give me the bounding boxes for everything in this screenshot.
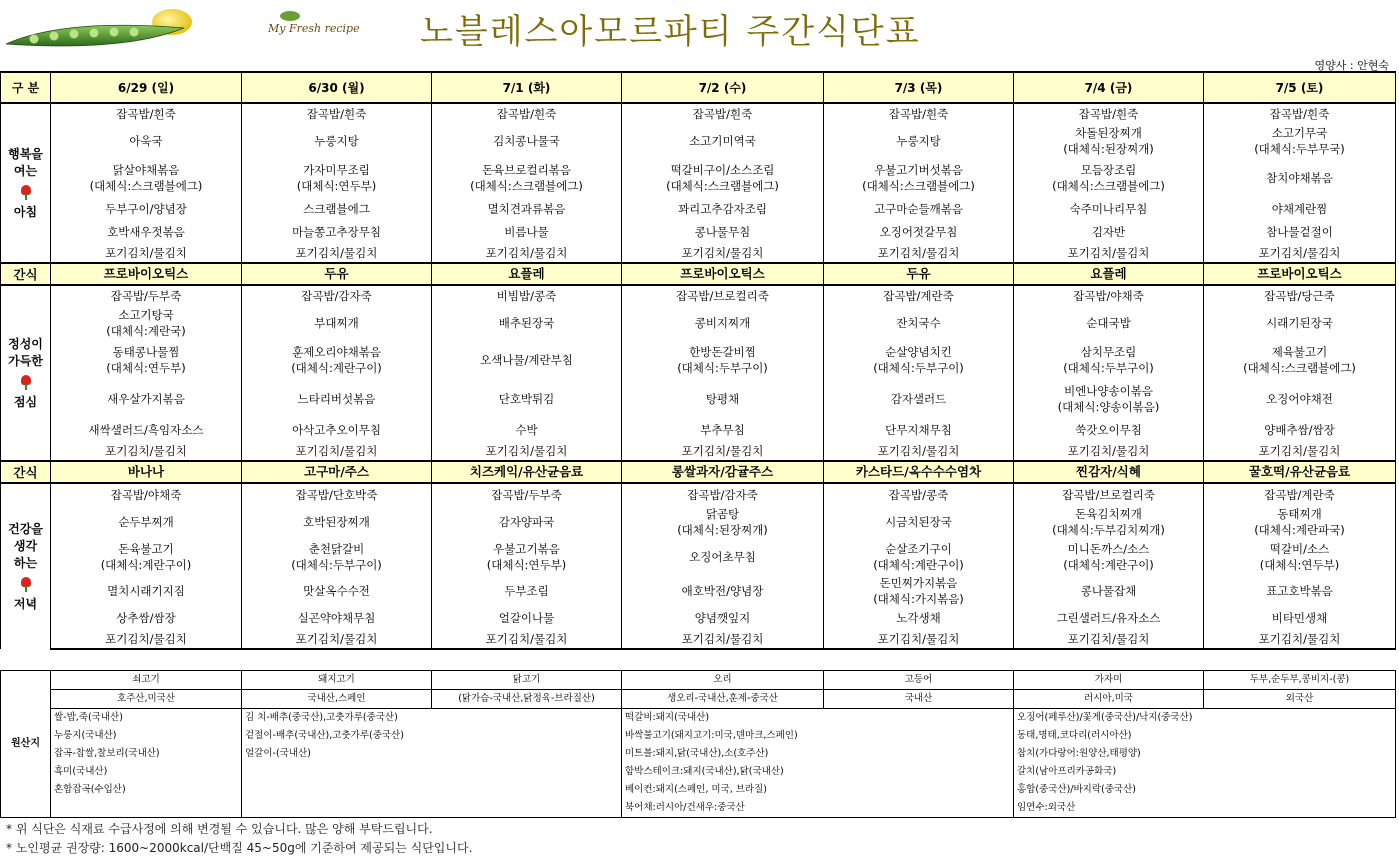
menu-item: 포기김치/물김치 — [1014, 441, 1204, 461]
menu-item: 잡곡밥/계란죽 — [824, 285, 1014, 305]
menu-item: 순살양념치킨 (대체식:두부구이) — [824, 341, 1014, 379]
snack-item: 꿀호떡/유산균음료 — [1204, 461, 1396, 483]
menu-item: 아욱국 — [51, 123, 242, 159]
snack-item: 치즈케익/유산균음료 — [432, 461, 622, 483]
dinner-row — [1, 629, 1396, 649]
day-header: 7/1 (화) — [432, 72, 622, 103]
menu-item: 시금치된장국 — [824, 505, 1014, 539]
weekly-menu-table — [0, 71, 1396, 650]
menu-item: 그린샐러드/유자소스 — [1014, 607, 1204, 629]
lunch-label-line: 정성이 — [8, 336, 43, 351]
menu-item: 시래기된장국 — [1204, 305, 1396, 341]
menu-item: 스크램블에그 — [242, 197, 432, 221]
origin-country: 국내산 — [824, 690, 1014, 709]
tulip-icon — [21, 577, 31, 587]
menu-item: 탕평채 — [622, 379, 824, 419]
menu-item: 순살조기구이 (대체식:계란구이) — [824, 539, 1014, 575]
menu-item: 얼갈이나물 — [432, 607, 622, 629]
menu-item: 가자미무조림 (대체식:연두부) — [242, 159, 432, 197]
snack-item: 요플레 — [1014, 263, 1204, 285]
menu-item: 오징어젓갈무침 — [824, 221, 1014, 243]
menu-item: 새싹샐러드/흑임자소스 — [51, 419, 242, 441]
page-header — [0, 0, 1399, 72]
menu-item: 잡곡밥/흰죽 — [622, 103, 824, 123]
menu-item: 부추무침 — [622, 419, 824, 441]
menu-item: 포기김치/물김치 — [824, 243, 1014, 263]
menu-item: 모듬장조림 (대체식:스크램블에그) — [1014, 159, 1204, 197]
menu-item: 미니돈까스/소스 (대체식:계란구이) — [1014, 539, 1204, 575]
menu-item: 마늘쫑고추장무침 — [242, 221, 432, 243]
brand-name: My Fresh recipe — [268, 22, 360, 35]
menu-item: 상추쌈/쌈장 — [51, 607, 242, 629]
menu-item: 포기김치/물김치 — [622, 441, 824, 461]
origin-category: 돼지고기 — [242, 671, 432, 690]
menu-item: 잡곡밥/흰죽 — [51, 103, 242, 123]
menu-item: 잔치국수 — [824, 305, 1014, 341]
menu-item: 숙주미나리무침 — [1014, 197, 1204, 221]
menu-item: 잡곡밥/단호박죽 — [242, 483, 432, 505]
lunch-label — [1, 285, 51, 461]
origin-category: 오리 — [622, 671, 824, 690]
snack-item: 프로바이오틱스 — [51, 263, 242, 285]
origin-detail-line: 흑미(국내산) — [54, 766, 108, 777]
menu-item: 잡곡밥/흰죽 — [1204, 103, 1396, 123]
origin-detail-row — [1, 709, 1396, 818]
menu-item: 멸치견과류볶음 — [432, 197, 622, 221]
tulip-icon — [21, 185, 31, 195]
menu-item: 포기김치/물김치 — [432, 243, 622, 263]
menu-item: 양념깻잎지 — [622, 607, 824, 629]
menu-item: 잡곡밥/흰죽 — [242, 103, 432, 123]
menu-item: 노각생채 — [824, 607, 1014, 629]
menu-item: 돈육김치찌개 (대체식:두부김치찌개) — [1014, 505, 1204, 539]
menu-item: 표고호박볶음 — [1204, 575, 1396, 607]
menu-item: 콩비지찌개 — [622, 305, 824, 341]
breakfast-label-line: 행복을 — [8, 146, 43, 161]
menu-item: 돈육브로컬리볶음 (대체식:스크램블에그) — [432, 159, 622, 197]
snack-row — [1, 461, 1396, 483]
dinner-row — [1, 539, 1396, 575]
origin-detail-line: 김 치-배추(중국산),고춧가루(중국산) — [245, 712, 398, 723]
origin-detail-line: 미트볼:돼지,닭(국내산),소(호주산) — [625, 748, 769, 759]
dinner-label-line: 생각 — [13, 538, 38, 553]
menu-item: 쑥갓오이무침 — [1014, 419, 1204, 441]
menu-item: 우불고기버섯볶음 (대체식:스크램블에그) — [824, 159, 1014, 197]
origin-country: (닭가슴-국내산,닭정육-브라질산) — [432, 690, 622, 709]
origin-label: 원산지 — [1, 671, 51, 818]
lunch-row — [1, 305, 1396, 341]
menu-item: 포기김치/물김치 — [1014, 243, 1204, 263]
menu-item: 비엔나양송이볶음 (대체식:양송이볶음) — [1014, 379, 1204, 419]
menu-item: 포기김치/물김치 — [1014, 629, 1204, 649]
menu-item: 포기김치/물김치 — [242, 243, 432, 263]
origin-detail-line: 갈치(남아프리카공화국) — [1017, 766, 1117, 777]
footnote: * 노인평균 권장량: 1600~2000kcal/단백질 45~50g에 기준하여 제공되는 식단입니다. — [6, 841, 473, 855]
snack-label: 간식 — [1, 461, 51, 483]
menu-item: 야채계란찜 — [1204, 197, 1396, 221]
origin-country-row — [1, 690, 1396, 709]
menu-item: 배추된장국 — [432, 305, 622, 341]
snack-item: 고구마/주스 — [242, 461, 432, 483]
menu-item: 비타민생채 — [1204, 607, 1396, 629]
menu-item: 잡곡밥/브로컬리죽 — [622, 285, 824, 305]
footnote: * 위 식단은 식재료 수급사정에 의해 변경될 수 있습니다. 많은 양해 부탁드립니다. — [6, 822, 433, 836]
menu-item: 포기김치/물김치 — [51, 629, 242, 649]
menu-item: 차돌된장찌개 (대체식:된장찌개) — [1014, 123, 1204, 159]
origin-table — [0, 670, 1396, 818]
menu-item: 부대찌개 — [242, 305, 432, 341]
breakfast-label-line: 여는 — [13, 163, 38, 178]
lunch-row — [1, 441, 1396, 461]
origin-detail-line: 함박스테이크:돼지(국내산),닭(국내산) — [625, 766, 784, 777]
menu-item: 포기김치/물김치 — [1204, 629, 1396, 649]
dinner-row — [1, 505, 1396, 539]
dinner-row — [1, 607, 1396, 629]
menu-item: 콩나물무침 — [622, 221, 824, 243]
menu-item: 순대국밥 — [1014, 305, 1204, 341]
menu-item: 포기김치/물김치 — [51, 441, 242, 461]
menu-item: 잡곡밥/두부죽 — [51, 285, 242, 305]
menu-item: 참나물겉절이 — [1204, 221, 1396, 243]
menu-item: 한방돈갈비찜 (대체식:두부구이) — [622, 341, 824, 379]
origin-category: 고등어 — [824, 671, 1014, 690]
menu-item: 돈육불고기 (대체식:계란구이) — [51, 539, 242, 575]
origin-detail-line: 북어채:러시아/건새우:중국산 — [625, 802, 745, 813]
day-header: 6/29 (일) — [51, 72, 242, 103]
menu-item: 고구마순들깨볶음 — [824, 197, 1014, 221]
menu-item: 잡곡밥/계란죽 — [1204, 483, 1396, 505]
menu-item: 소고기무국 (대체식:두부무국) — [1204, 123, 1396, 159]
lunch-row — [1, 341, 1396, 379]
menu-item: 김치콩나물국 — [432, 123, 622, 159]
menu-item: 감자샐러드 — [824, 379, 1014, 419]
breakfast-label — [1, 103, 51, 263]
menu-item: 느타리버섯볶음 — [242, 379, 432, 419]
breakfast-row — [1, 221, 1396, 243]
menu-item: 호박된장찌개 — [242, 505, 432, 539]
pea-pod-icon — [4, 8, 194, 52]
menu-item: 삼치무조림 (대체식:두부구이) — [1014, 341, 1204, 379]
origin-country: 러시아,미국 — [1014, 690, 1204, 709]
menu-item: 닭곰탕 (대체식:된장찌개) — [622, 505, 824, 539]
menu-item: 잡곡밥/흰죽 — [824, 103, 1014, 123]
origin-detail-line: 떡갈비:돼지(국내산) — [625, 712, 710, 723]
menu-item: 오징어초무침 — [622, 539, 824, 575]
menu-item: 감자양파국 — [432, 505, 622, 539]
nutritionist: 영양사 : 안현숙 — [1314, 59, 1389, 72]
lunch-label-line: 가득한 — [8, 353, 43, 368]
origin-detail-line: 누룽지(국내산) — [54, 730, 117, 741]
menu-item: 포기김치/물김치 — [824, 629, 1014, 649]
brand-logo — [268, 8, 378, 48]
menu-item: 양배추쌈/쌈장 — [1204, 419, 1396, 441]
menu-item: 단무지채무침 — [824, 419, 1014, 441]
menu-item: 훈제오리야채볶음 (대체식:계란구이) — [242, 341, 432, 379]
menu-item: 포기김치/물김치 — [51, 243, 242, 263]
menu-item: 콩나물잡채 — [1014, 575, 1204, 607]
day-header: 6/30 (월) — [242, 72, 432, 103]
menu-item: 잡곡밥/야채죽 — [1014, 285, 1204, 305]
menu-item: 동태찌개 (대체식:계란파국) — [1204, 505, 1396, 539]
menu-item: 떡갈비/소스 (대체식:연두부) — [1204, 539, 1396, 575]
menu-item: 두부구이/양념장 — [51, 197, 242, 221]
menu-item: 맛살옥수수전 — [242, 575, 432, 607]
origin-detail-line: 바싹불고기(돼지고기:미국,덴마크,스페인) — [625, 730, 798, 741]
snack-item: 두유 — [242, 263, 432, 285]
origin-detail-line: 얼갈이-(국내산) — [245, 748, 311, 759]
menu-item: 포기김치/물김치 — [242, 441, 432, 461]
snack-item: 프로바이오틱스 — [622, 263, 824, 285]
snack-item: 카스타드/옥수수수염차 — [824, 461, 1014, 483]
menu-item: 잡곡밥/당근죽 — [1204, 285, 1396, 305]
corner-label: 구 분 — [1, 72, 51, 103]
leaf-icon — [280, 11, 300, 21]
menu-item: 포기김치/물김치 — [432, 629, 622, 649]
breakfast-row — [1, 243, 1396, 263]
menu-item: 비빔밥/콩죽 — [432, 285, 622, 305]
menu-item: 잡곡밥/감자죽 — [242, 285, 432, 305]
dinner-label-line: 저녁 — [13, 596, 38, 611]
menu-item: 포기김치/물김치 — [622, 243, 824, 263]
menu-item: 잡곡밥/흰죽 — [432, 103, 622, 123]
menu-item: 아삭고추오이무침 — [242, 419, 432, 441]
origin-category-row — [1, 671, 1396, 690]
footnotes — [6, 820, 472, 858]
menu-item: 동태콩나물찜 (대체식:연두부) — [51, 341, 242, 379]
snack-item: 프로바이오틱스 — [1204, 263, 1396, 285]
day-header: 7/4 (금) — [1014, 72, 1204, 103]
day-header: 7/2 (수) — [622, 72, 824, 103]
origin-category: 쇠고기 — [51, 671, 242, 690]
menu-item: 제육불고기 (대체식:스크램블에그) — [1204, 341, 1396, 379]
origin-detail-line: 쌀-밥,죽(국내산) — [54, 712, 123, 723]
snack-item: 두유 — [824, 263, 1014, 285]
breakfast-row — [1, 197, 1396, 221]
dinner-label — [1, 483, 51, 649]
origin-detail-line: 동태,명태,코다리(러시아산) — [1017, 730, 1132, 741]
snack-item: 찐감자/식혜 — [1014, 461, 1204, 483]
lunch-label-line: 점심 — [13, 394, 38, 409]
dinner-row — [1, 575, 1396, 607]
day-header: 7/5 (토) — [1204, 72, 1396, 103]
menu-item: 소고기탕국 (대체식:계란국) — [51, 305, 242, 341]
origin-detail-line: 베이컨:돼지(스페인, 미국, 브라질) — [625, 784, 767, 795]
menu-item: 포기김치/물김치 — [622, 629, 824, 649]
menu-item: 잡곡밥/야채죽 — [51, 483, 242, 505]
breakfast-row — [1, 103, 1396, 123]
menu-item: 멸치시래기지짐 — [51, 575, 242, 607]
lunch-row — [1, 285, 1396, 305]
menu-item: 비름나물 — [432, 221, 622, 243]
menu-item: 실곤약야채무침 — [242, 607, 432, 629]
menu-item: 잡곡밥/콩죽 — [824, 483, 1014, 505]
menu-item: 김자반 — [1014, 221, 1204, 243]
snack-item: 롱쌀과자/감귤주스 — [622, 461, 824, 483]
menu-item: 잡곡밥/감자죽 — [622, 483, 824, 505]
breakfast-label-line: 아침 — [13, 204, 38, 219]
dinner-label-line: 건강을 — [8, 521, 43, 536]
origin-detail-line: 오징어(페루산)/꽃게(중국산)/낙지(중국산) — [1017, 712, 1193, 723]
origin-detail-cell — [51, 709, 242, 818]
origin-country: 국내산,스페인 — [242, 690, 432, 709]
menu-item: 오징어야채전 — [1204, 379, 1396, 419]
origin-detail-line: 홍합(중국산)/바지락(중국산) — [1017, 784, 1136, 795]
page-title: 노블레스아모르파티 주간식단표 — [420, 12, 921, 52]
snack-item: 바나나 — [51, 461, 242, 483]
origin-category: 두부,순두부,콩비지-(콩) — [1204, 671, 1396, 690]
menu-item: 누룽지탕 — [824, 123, 1014, 159]
origin-country: 외국산 — [1204, 690, 1396, 709]
menu-item: 포기김치/물김치 — [432, 441, 622, 461]
menu-item: 춘천닭갈비 (대체식:두부구이) — [242, 539, 432, 575]
menu-item: 떡갈비구이/소스조림 (대체식:스크램블에그) — [622, 159, 824, 197]
origin-country: 호주산,미국산 — [51, 690, 242, 709]
menu-item: 오색나물/계란부침 — [432, 341, 622, 379]
day-header: 7/3 (목) — [824, 72, 1014, 103]
menu-item: 포기김치/물김치 — [824, 441, 1014, 461]
menu-item: 닭살야채볶음 (대체식:스크램블에그) — [51, 159, 242, 197]
lunch-row — [1, 419, 1396, 441]
menu-item: 포기김치/물김치 — [242, 629, 432, 649]
dinner-label-line: 하는 — [13, 555, 38, 570]
menu-item: 돈민찌가지볶음 (대체식:가지볶음) — [824, 575, 1014, 607]
menu-item: 잡곡밥/흰죽 — [1014, 103, 1204, 123]
menu-item: 포기김치/물김치 — [1204, 441, 1396, 461]
menu-item: 포기김치/물김치 — [1204, 243, 1396, 263]
menu-item: 잡곡밥/브로컬리죽 — [1014, 483, 1204, 505]
menu-item: 순두부찌개 — [51, 505, 242, 539]
menu-item: 호박새우젓볶음 — [51, 221, 242, 243]
origin-detail-line: 잡곡-찹쌀,찰보리(국내산) — [54, 748, 160, 759]
dinner-row — [1, 483, 1396, 505]
origin-detail-line: 겉절이-배추(국내산),고춧가루(중국산) — [245, 730, 404, 741]
menu-item: 수박 — [432, 419, 622, 441]
origin-detail-line: 임연수:외국산 — [1017, 802, 1076, 813]
snack-row — [1, 263, 1396, 285]
menu-item: 새우살가지볶음 — [51, 379, 242, 419]
breakfast-row — [1, 159, 1396, 197]
origin-detail-cell — [242, 709, 622, 818]
menu-item: 우불고기볶음 (대체식:연두부) — [432, 539, 622, 575]
origin-detail-line: 참치(가다랑어:원양산,태평양) — [1017, 748, 1141, 759]
day-header-row — [1, 72, 1396, 103]
tulip-icon — [21, 375, 31, 385]
menu-item: 참치야채볶음 — [1204, 159, 1396, 197]
origin-detail-cell — [622, 709, 1014, 818]
menu-item: 애호박전/양념장 — [622, 575, 824, 607]
origin-detail-cell — [1014, 709, 1396, 818]
origin-country: 생오리-국내산,훈제-중국산 — [622, 690, 824, 709]
menu-item: 꽈리고추감자조림 — [622, 197, 824, 221]
lunch-row — [1, 379, 1396, 419]
menu-item: 두부조림 — [432, 575, 622, 607]
breakfast-row — [1, 123, 1396, 159]
origin-category: 닭고기 — [432, 671, 622, 690]
snack-item: 요플레 — [432, 263, 622, 285]
menu-item: 잡곡밥/두부죽 — [432, 483, 622, 505]
snack-label: 간식 — [1, 263, 51, 285]
menu-item: 누룽지탕 — [242, 123, 432, 159]
origin-category: 가자미 — [1014, 671, 1204, 690]
menu-item: 소고기미역국 — [622, 123, 824, 159]
origin-detail-line: 혼합잡곡(수입산) — [54, 784, 126, 795]
menu-item: 단호박튀김 — [432, 379, 622, 419]
